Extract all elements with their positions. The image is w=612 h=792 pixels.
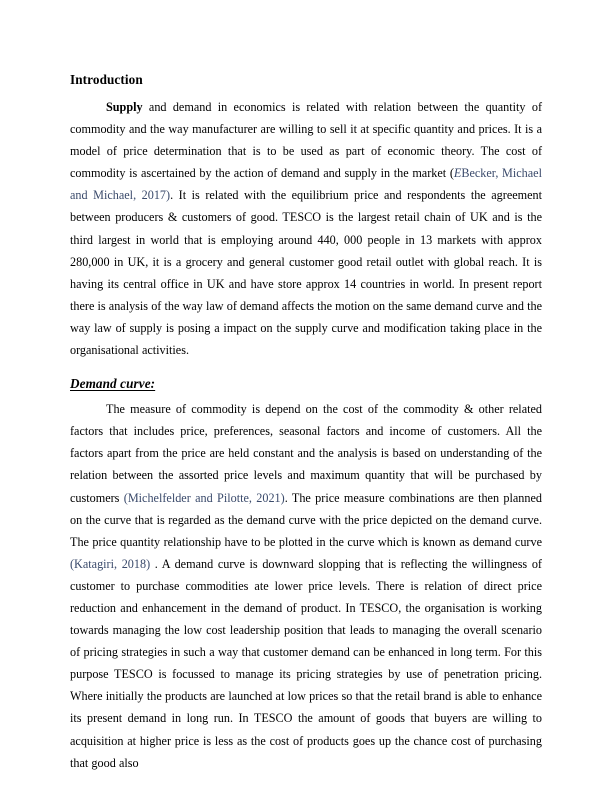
heading-introduction: Introduction	[70, 72, 143, 87]
paragraph-lead-bold: Supply	[106, 100, 143, 114]
paragraph-introduction	[70, 96, 542, 361]
text-segment: . The price measure combinations are then planned on the curve that is regarded as the demand curve with the price depicted on the demand curve. The price quantity relationship have to be plotted in the curve which is known as demand curve	[70, 490, 542, 549]
text-segment: and demand in economics is related with relation between the quantity of commodity and the way manufacturer are willing to sell it at specific quantity and prices. It is a model of price determination that is to be used as part of economic theory. The cost of commodity is ascertained by the action of demand and supply in the market (	[70, 100, 542, 181]
citation-initial: E	[453, 166, 462, 181]
citation-becker: Becker, Michael and Michael, 2017)	[70, 166, 542, 203]
text-segment: The measure of commodity is depend on the cost of the commodity & other related factors that includes price, preferences, seasonal factors and income of customers. All the factors apart from the price are held constant and the analysis is based on understanding of the relation between the assorted price levels and maximum quantity that will be purchased by customers	[70, 402, 542, 505]
citation-katagiri: (Katagiri, 2018)	[70, 556, 151, 571]
citation-michelfelder: (Michelfelder and Pilotte, 2021)	[123, 490, 285, 505]
heading-demand-curve: Demand curve:	[70, 376, 156, 392]
paragraph-demand-curve	[70, 398, 542, 774]
text-segment: . A demand curve is downward slopping that is reflecting the willingness of customer to purchase commodities ate lower price levels. There is relation of direct price reduction and enhancement in the demand of product. In TESCO, the organisation is working towards managing the low cost leadership position that leads to managing the overall scenario of pricing strategies in such a way that customer demand can be enhanced in long term. For this purpose TESCO is focussed to manage its pricing strategies by use of penetration pricing. Where initially the products are launched at low prices so that the retail brand is able to enhance its present demand in long run. In TESCO the amount of goods that buyers are willing to acquisition at higher price is less as the cost of products goes up the chance cost of purchasing that good also	[70, 556, 542, 770]
text-segment: . It is related with the equilibrium price and respondents the agreement between producers & customers of good. TESCO is the largest retail chain of UK and is the third largest in world that is employing around 440, 000 people in 13 markets with approx 280,000 in UK, it is a grocery and general customer good retail outlet with global reach. It is having its central office in UK and have store approx 14 countries in world. In present report there is analysis of the way law of demand affects the motion on the same demand curve and the way law of supply is posing a impact on the supply curve and modification taking place in the organisational activities.	[70, 188, 543, 358]
document-content	[70, 70, 542, 774]
